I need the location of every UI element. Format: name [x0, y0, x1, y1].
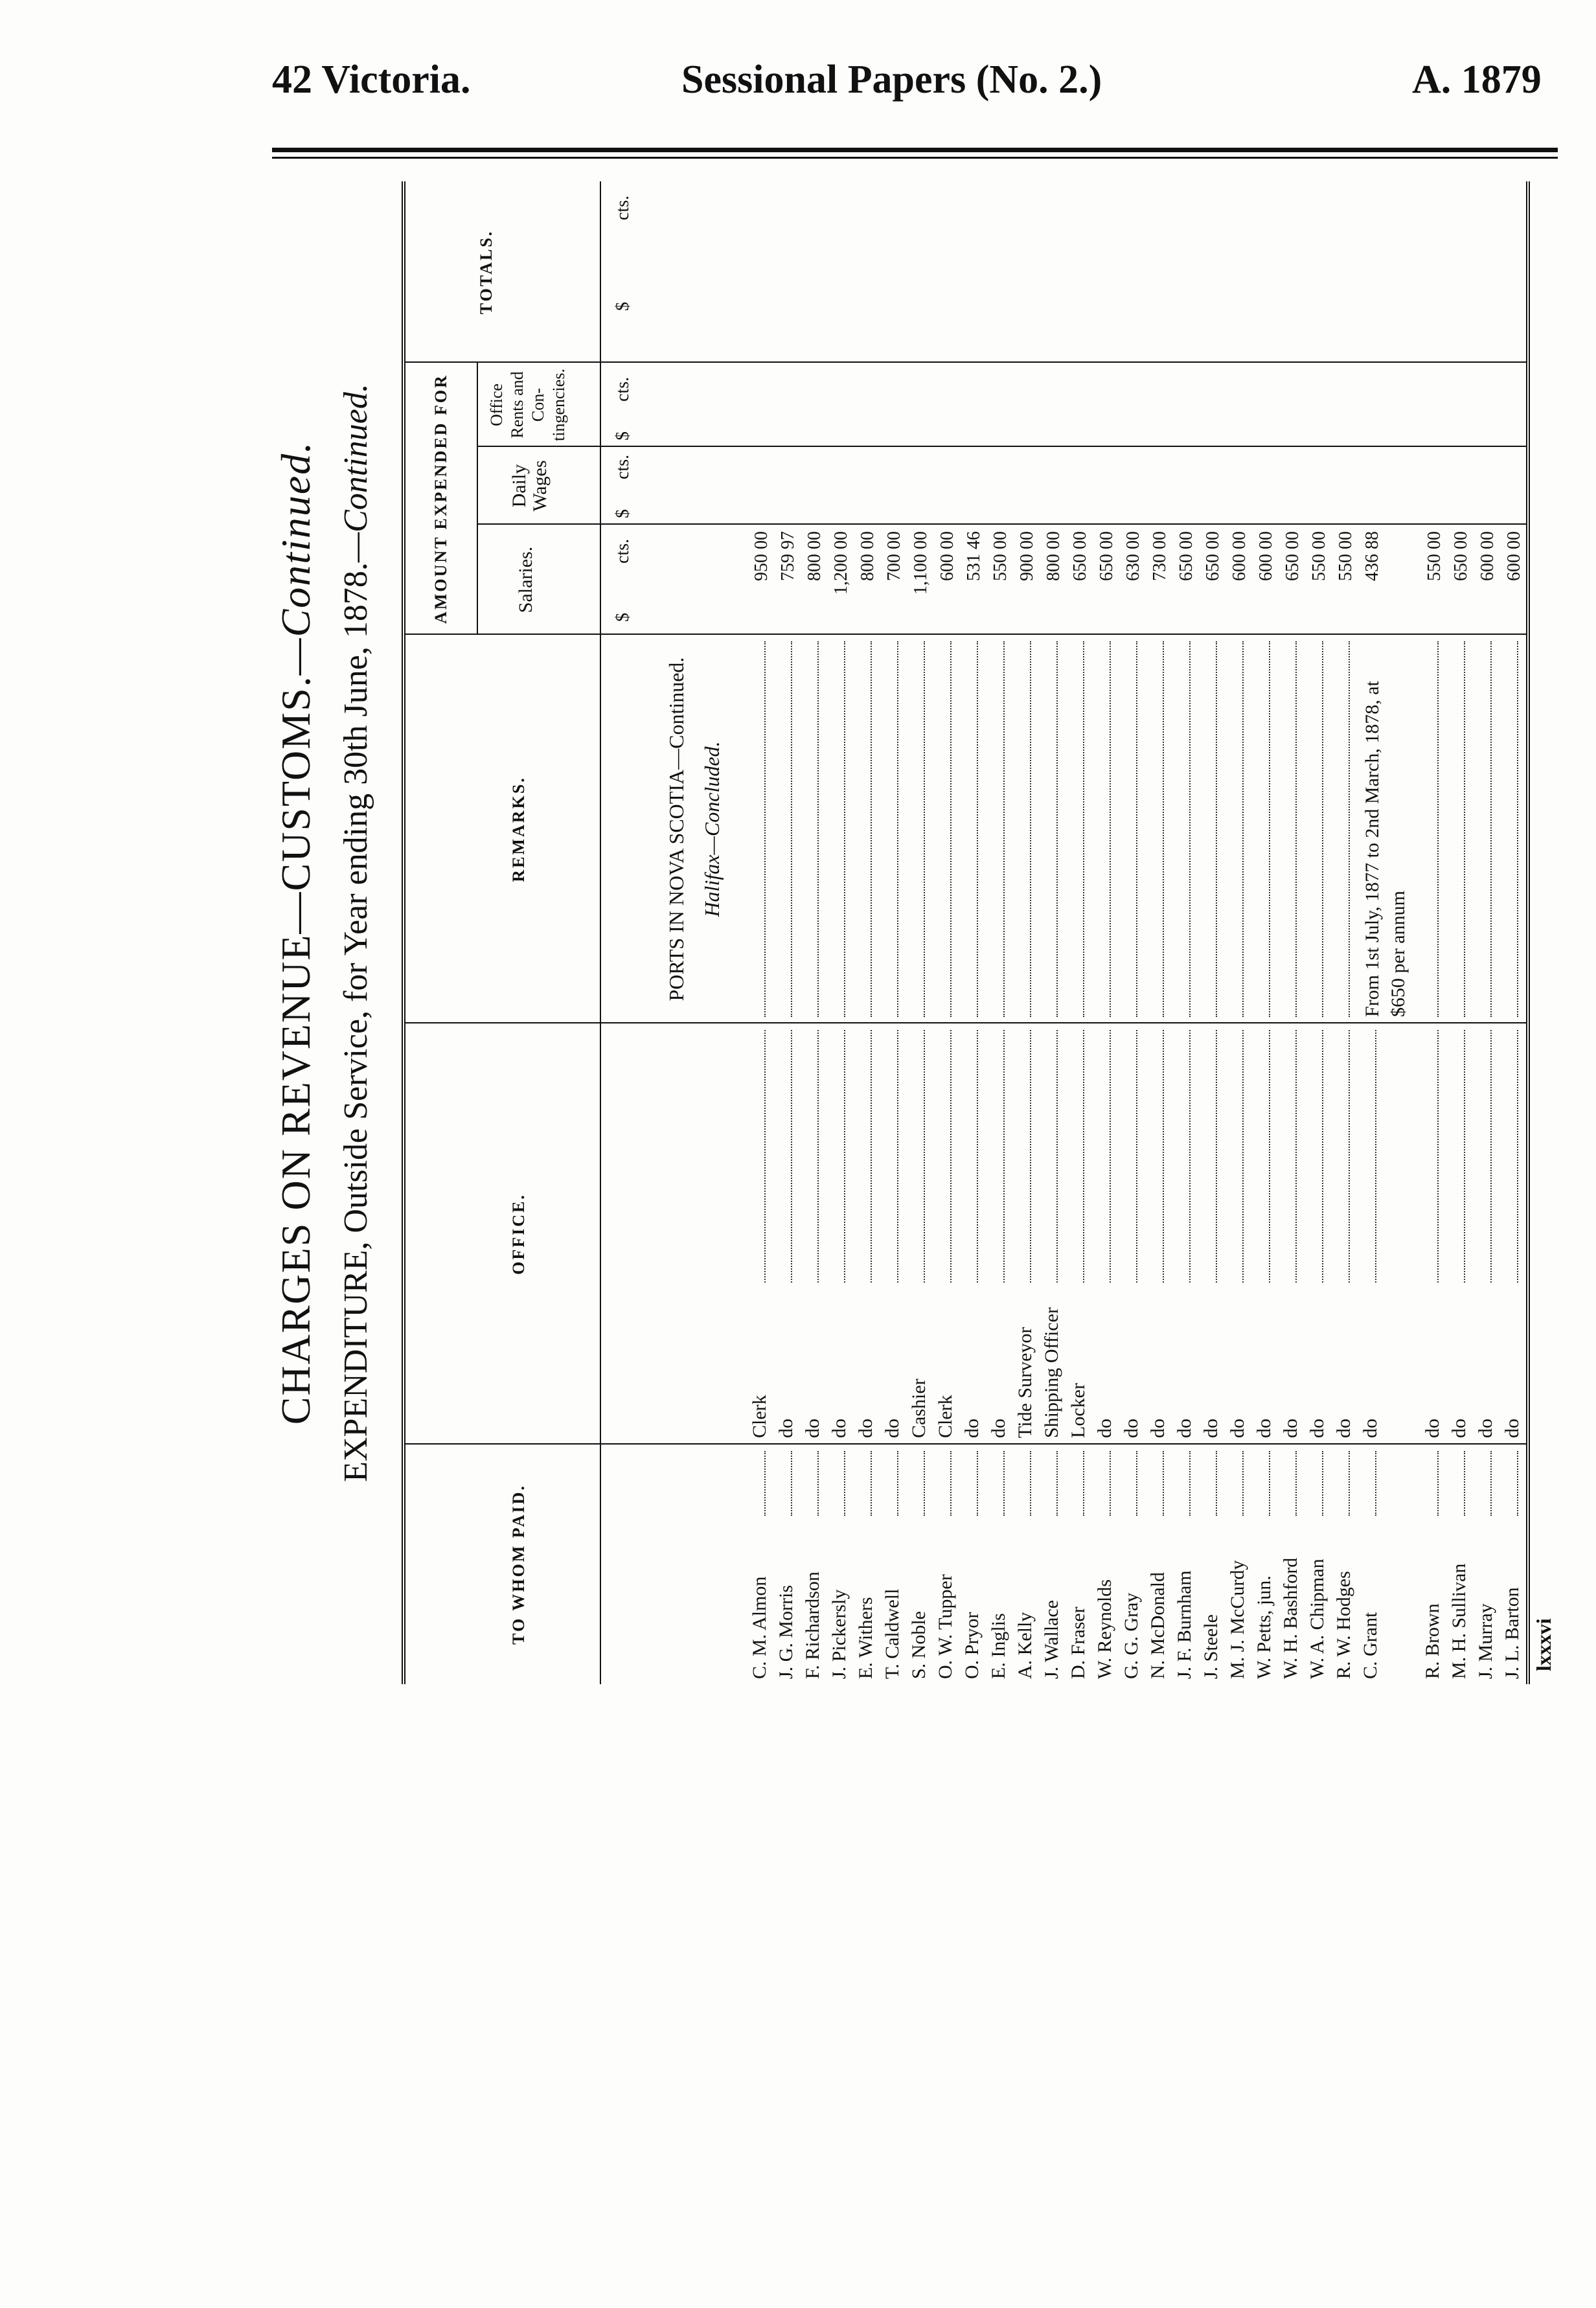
dot-leader: [855, 1030, 872, 1283]
expenditure-table: [402, 181, 1530, 1684]
dot-leader: [882, 1451, 898, 1516]
dot-leader: [1306, 1451, 1323, 1516]
table-row: [1094, 181, 1120, 1684]
dot-leader: [1501, 1030, 1518, 1283]
dot-leader: [1333, 1030, 1350, 1283]
payee-name: R. W. Hodges: [1333, 1571, 1354, 1679]
dot-leader: [1041, 641, 1058, 1017]
unit-dollar: $: [613, 302, 633, 311]
office-title: do: [1306, 1419, 1328, 1438]
table-row: [1174, 181, 1200, 1684]
table-row: [935, 181, 961, 1684]
page-number: lxxxvi: [1532, 1618, 1555, 1671]
dot-leader: [1475, 641, 1492, 1017]
dot-leader: [1422, 641, 1439, 1017]
column-office: OFFICE.: [509, 1193, 528, 1275]
salary-amount: 550 00: [990, 531, 1010, 581]
remark-text: From 1st July, 1877 to 2nd March, 1878, at $650 per annum: [1362, 681, 1409, 1017]
dot-leader: [1448, 1030, 1465, 1283]
office-title: do: [1280, 1419, 1301, 1438]
dot-leader: [1333, 1451, 1350, 1516]
dot-leader: [1067, 641, 1084, 1017]
office-title: do: [882, 1419, 903, 1438]
payee-name: J. G. Morris: [775, 1584, 797, 1679]
payee-name: C. Grant: [1360, 1612, 1381, 1679]
payee-name: S. Noble: [908, 1611, 929, 1679]
salary-amount: 600 00: [1477, 531, 1498, 581]
salary-amount: 600 00: [937, 531, 957, 581]
dot-leader: [1200, 1030, 1217, 1283]
payee-name: J. Murray: [1475, 1603, 1496, 1679]
dot-leader: [1360, 1030, 1376, 1283]
office-title: Cashier: [908, 1378, 929, 1438]
payee-name: J. Steele: [1200, 1614, 1222, 1679]
dot-leader: [1174, 641, 1191, 1017]
header-title: Sessional Papers (No. 2.): [681, 58, 1102, 102]
dot-leader: [988, 1451, 1005, 1516]
payee-name: J. Wallace: [1041, 1600, 1062, 1679]
payee-name: F. Richardson: [802, 1571, 823, 1679]
table-row: [1501, 181, 1527, 1684]
salary-amount: 600 00: [1256, 531, 1276, 581]
dot-leader: [802, 1451, 819, 1516]
salary-amount: 650 00: [1097, 531, 1117, 581]
dot-leader: [1227, 1451, 1244, 1516]
office-title: Tide Surveyor: [1014, 1327, 1036, 1438]
table-row: [855, 181, 881, 1684]
document-title: CHARGES ON REVENUE—CUSTOMS.—Continued.: [273, 440, 319, 1425]
document-subtitle: EXPENDITURE, Outside Service, for Year ending 30th June, 1878.—Continued.: [337, 383, 374, 1482]
salary-amount: 800 00: [1043, 531, 1064, 581]
dot-leader: [1253, 1451, 1270, 1516]
office-title: do: [1174, 1419, 1195, 1438]
office-title: do: [775, 1419, 797, 1438]
dot-leader: [1174, 1030, 1191, 1283]
office-title: do: [1475, 1419, 1496, 1438]
table-row: [1422, 181, 1448, 1684]
dot-leader: [1333, 641, 1350, 1017]
salary-amount: 900 00: [1017, 531, 1037, 581]
payee-name: W. H. Bashford: [1280, 1557, 1301, 1679]
dot-leader: [855, 1451, 872, 1516]
office-title: do: [1333, 1419, 1354, 1438]
header-rule: [272, 148, 1558, 152]
dot-leader: [908, 641, 925, 1017]
dot-leader: [775, 641, 792, 1017]
dot-leader: [1094, 1451, 1111, 1516]
salary-amount: 550 00: [1336, 531, 1356, 581]
salary-amount: 800 00: [858, 531, 878, 581]
table-row: [1280, 181, 1306, 1684]
office-title: do: [1360, 1419, 1381, 1438]
header-bottom-rule: [600, 181, 601, 1684]
dot-leader: [855, 641, 872, 1017]
payee-name: E. Inglis: [988, 1613, 1009, 1679]
table-row: [988, 181, 1014, 1684]
payee-name: J. L. Barton: [1501, 1587, 1523, 1679]
payee-name: J. Pickersly: [828, 1589, 850, 1679]
unit-cents: cts.: [613, 454, 633, 479]
table-row: [1333, 181, 1359, 1684]
column-to-whom-paid: TO WHOM PAID.: [509, 1484, 528, 1645]
header-rule-thin: [272, 157, 1558, 159]
office-title: do: [988, 1419, 1009, 1438]
dot-leader: [1360, 1451, 1376, 1516]
payee-name: A. Kelly: [1014, 1612, 1036, 1679]
dot-leader: [1501, 641, 1518, 1017]
salary-amount: 650 00: [1070, 531, 1090, 581]
dot-leader: [961, 1451, 978, 1516]
table-row: [802, 181, 828, 1684]
office-title: do: [802, 1419, 823, 1438]
salary-amount: 1,200 00: [831, 531, 851, 595]
dot-leader: [1501, 1451, 1518, 1516]
table-row: [1041, 181, 1067, 1684]
salary-amount: 1,100 00: [911, 531, 931, 595]
payee-name: E. Withers: [855, 1597, 876, 1679]
table-row: [1253, 181, 1279, 1684]
dot-leader: [775, 1451, 792, 1516]
salary-amount: 550 00: [1424, 531, 1444, 581]
salary-amount: 650 00: [1451, 531, 1471, 581]
salary-amount: 550 00: [1309, 531, 1329, 581]
payee-name: D. Fraser: [1067, 1606, 1089, 1679]
section-subheading: Halifax—Concluded.: [700, 741, 724, 917]
section-heading: PORTS IN NOVA SCOTIA—Continued.: [665, 657, 688, 1001]
dot-leader: [1448, 1451, 1465, 1516]
dot-leader: [1475, 1451, 1492, 1516]
payee-name: M. H. Sullivan: [1448, 1563, 1470, 1679]
table-row: [749, 181, 775, 1684]
dot-leader: [1121, 641, 1137, 1017]
table-row: [1067, 181, 1093, 1684]
dot-leader: [828, 641, 845, 1017]
office-title: do: [1448, 1419, 1470, 1438]
header-session: 42 Victoria.: [272, 58, 471, 102]
unit-cents: cts.: [613, 538, 633, 564]
table-row: [1306, 181, 1332, 1684]
office-title: do: [1094, 1419, 1115, 1438]
payee-name: W. Petts, jun.: [1253, 1575, 1275, 1679]
office-title: do: [1501, 1419, 1523, 1438]
office-title: do: [1227, 1419, 1248, 1438]
dot-leader: [1280, 641, 1297, 1017]
office-title: do: [828, 1419, 850, 1438]
dot-leader: [1041, 1030, 1058, 1283]
salary-amount: 531 46: [964, 531, 984, 581]
dot-leader: [1067, 1030, 1084, 1283]
dot-leader: [935, 641, 952, 1017]
table-row: [961, 181, 987, 1684]
salary-amount: 650 00: [1203, 531, 1223, 581]
office-title: Locker: [1067, 1383, 1089, 1438]
table-row: [1121, 181, 1146, 1684]
payee-name: G. G. Gray: [1121, 1592, 1142, 1679]
dot-leader: [1200, 641, 1217, 1017]
dot-leader: [749, 1030, 766, 1283]
dot-leader: [828, 1451, 845, 1516]
table-row: [828, 181, 854, 1684]
payee-name: N. McDonald: [1147, 1572, 1168, 1679]
table-row: [1200, 181, 1226, 1684]
dot-leader: [1422, 1451, 1439, 1516]
office-title: Clerk: [935, 1395, 956, 1438]
payee-name: M. J. McCurdy: [1227, 1560, 1248, 1679]
dot-leader: [1067, 1451, 1084, 1516]
dot-leader: [1094, 641, 1111, 1017]
dot-leader: [1253, 1030, 1270, 1283]
unit-dollar: $: [613, 431, 633, 440]
dot-leader: [749, 1451, 766, 1516]
table-row: [908, 181, 934, 1684]
salary-amount: 650 00: [1176, 531, 1196, 581]
table-row: [1147, 181, 1173, 1684]
payee-name: T. Caldwell: [882, 1588, 903, 1679]
dot-leader: [1280, 1030, 1297, 1283]
dot-leader: [1121, 1030, 1137, 1283]
unit-dollar: $: [613, 613, 633, 622]
column-remarks: REMARKS.: [509, 776, 528, 882]
payee-name: W. Reynolds: [1094, 1579, 1115, 1679]
payee-name: O. W. Tupper: [935, 1574, 956, 1679]
salary-amount: 650 00: [1282, 531, 1303, 581]
office-title: do: [1121, 1419, 1142, 1438]
office-title: do: [1200, 1419, 1222, 1438]
unit-cents: cts.: [613, 195, 633, 220]
dot-leader: [988, 641, 1005, 1017]
table-row: [775, 181, 801, 1684]
dot-leader: [1041, 1451, 1058, 1516]
dot-leader: [1306, 1030, 1323, 1283]
office-title: do: [1422, 1419, 1443, 1438]
salary-amount: 630 00: [1123, 531, 1143, 581]
dot-leader: [1147, 641, 1164, 1017]
dot-leader: [935, 1451, 952, 1516]
unit-dollar: $: [613, 509, 633, 518]
column-amount-expended: AMOUNT EXPENDED FOR: [431, 374, 450, 624]
dot-leader: [1014, 1451, 1031, 1516]
table-row: [1448, 181, 1474, 1684]
dot-leader: [1422, 1030, 1439, 1283]
dot-leader: [1253, 641, 1270, 1017]
dot-leader: [882, 641, 898, 1017]
dot-leader: [961, 1030, 978, 1283]
salary-amount: 800 00: [804, 531, 825, 581]
table-row: [882, 181, 907, 1684]
office-title: do: [1147, 1419, 1168, 1438]
dot-leader: [988, 1030, 1005, 1283]
dot-leader: [1475, 1030, 1492, 1283]
office-title: do: [1253, 1419, 1275, 1438]
dot-leader: [961, 641, 978, 1017]
dot-leader: [908, 1030, 925, 1283]
table-row: [1227, 181, 1253, 1684]
dot-leader: [1014, 1030, 1031, 1283]
column-office-rents: Office Rents and Con-tingencies.: [487, 369, 568, 441]
unit-cents: cts.: [613, 376, 633, 402]
dot-leader: [1014, 641, 1031, 1017]
payee-name: R. Brown: [1422, 1603, 1443, 1679]
salary-amount: 950 00: [751, 531, 771, 581]
salary-amount: 700 00: [884, 531, 904, 581]
table-row: [1360, 181, 1409, 1684]
salary-amount: 436 88: [1362, 531, 1382, 581]
dot-leader: [908, 1451, 925, 1516]
table-row: [1475, 181, 1501, 1684]
column-salaries: Salaries.: [515, 546, 536, 613]
dot-leader: [828, 1030, 845, 1283]
table-row: [1014, 181, 1040, 1684]
payee-name: J. F. Burnham: [1174, 1570, 1195, 1679]
column-daily-wages: Daily Wages: [508, 460, 551, 512]
salary-amount: 600 00: [1229, 531, 1249, 581]
dot-leader: [1147, 1030, 1164, 1283]
salary-amount: 759 97: [778, 531, 798, 581]
dot-leader: [1147, 1451, 1164, 1516]
payee-name: O. Pryor: [961, 1612, 983, 1679]
salary-amount: 730 00: [1150, 531, 1170, 581]
dot-leader: [749, 641, 766, 1017]
office-title: do: [855, 1419, 876, 1438]
dot-leader: [1306, 641, 1323, 1017]
rotated-table-page: [272, 181, 1568, 1684]
dot-leader: [802, 1030, 819, 1283]
payee-name: W. A. Chipman: [1306, 1559, 1328, 1679]
dot-leader: [882, 1030, 898, 1283]
dot-leader: [1227, 641, 1244, 1017]
salary-amount: 600 00: [1504, 531, 1524, 581]
header-rule: [477, 363, 478, 635]
header-year: A. 1879: [1412, 58, 1542, 102]
office-title: Clerk: [749, 1395, 770, 1438]
dot-leader: [775, 1030, 792, 1283]
dot-leader: [1094, 1030, 1111, 1283]
dot-leader: [935, 1030, 952, 1283]
dot-leader: [1448, 641, 1465, 1017]
office-title: Shipping Officer: [1041, 1307, 1062, 1438]
dot-leader: [1121, 1451, 1137, 1516]
dot-leader: [1174, 1451, 1191, 1516]
office-title: do: [961, 1419, 983, 1438]
dot-leader: [1227, 1030, 1244, 1283]
dot-leader: [1200, 1451, 1217, 1516]
payee-name: C. M. Almon: [749, 1576, 770, 1679]
dot-leader: [1280, 1451, 1297, 1516]
dot-leader: [802, 641, 819, 1017]
column-totals: TOTALS.: [477, 229, 496, 315]
